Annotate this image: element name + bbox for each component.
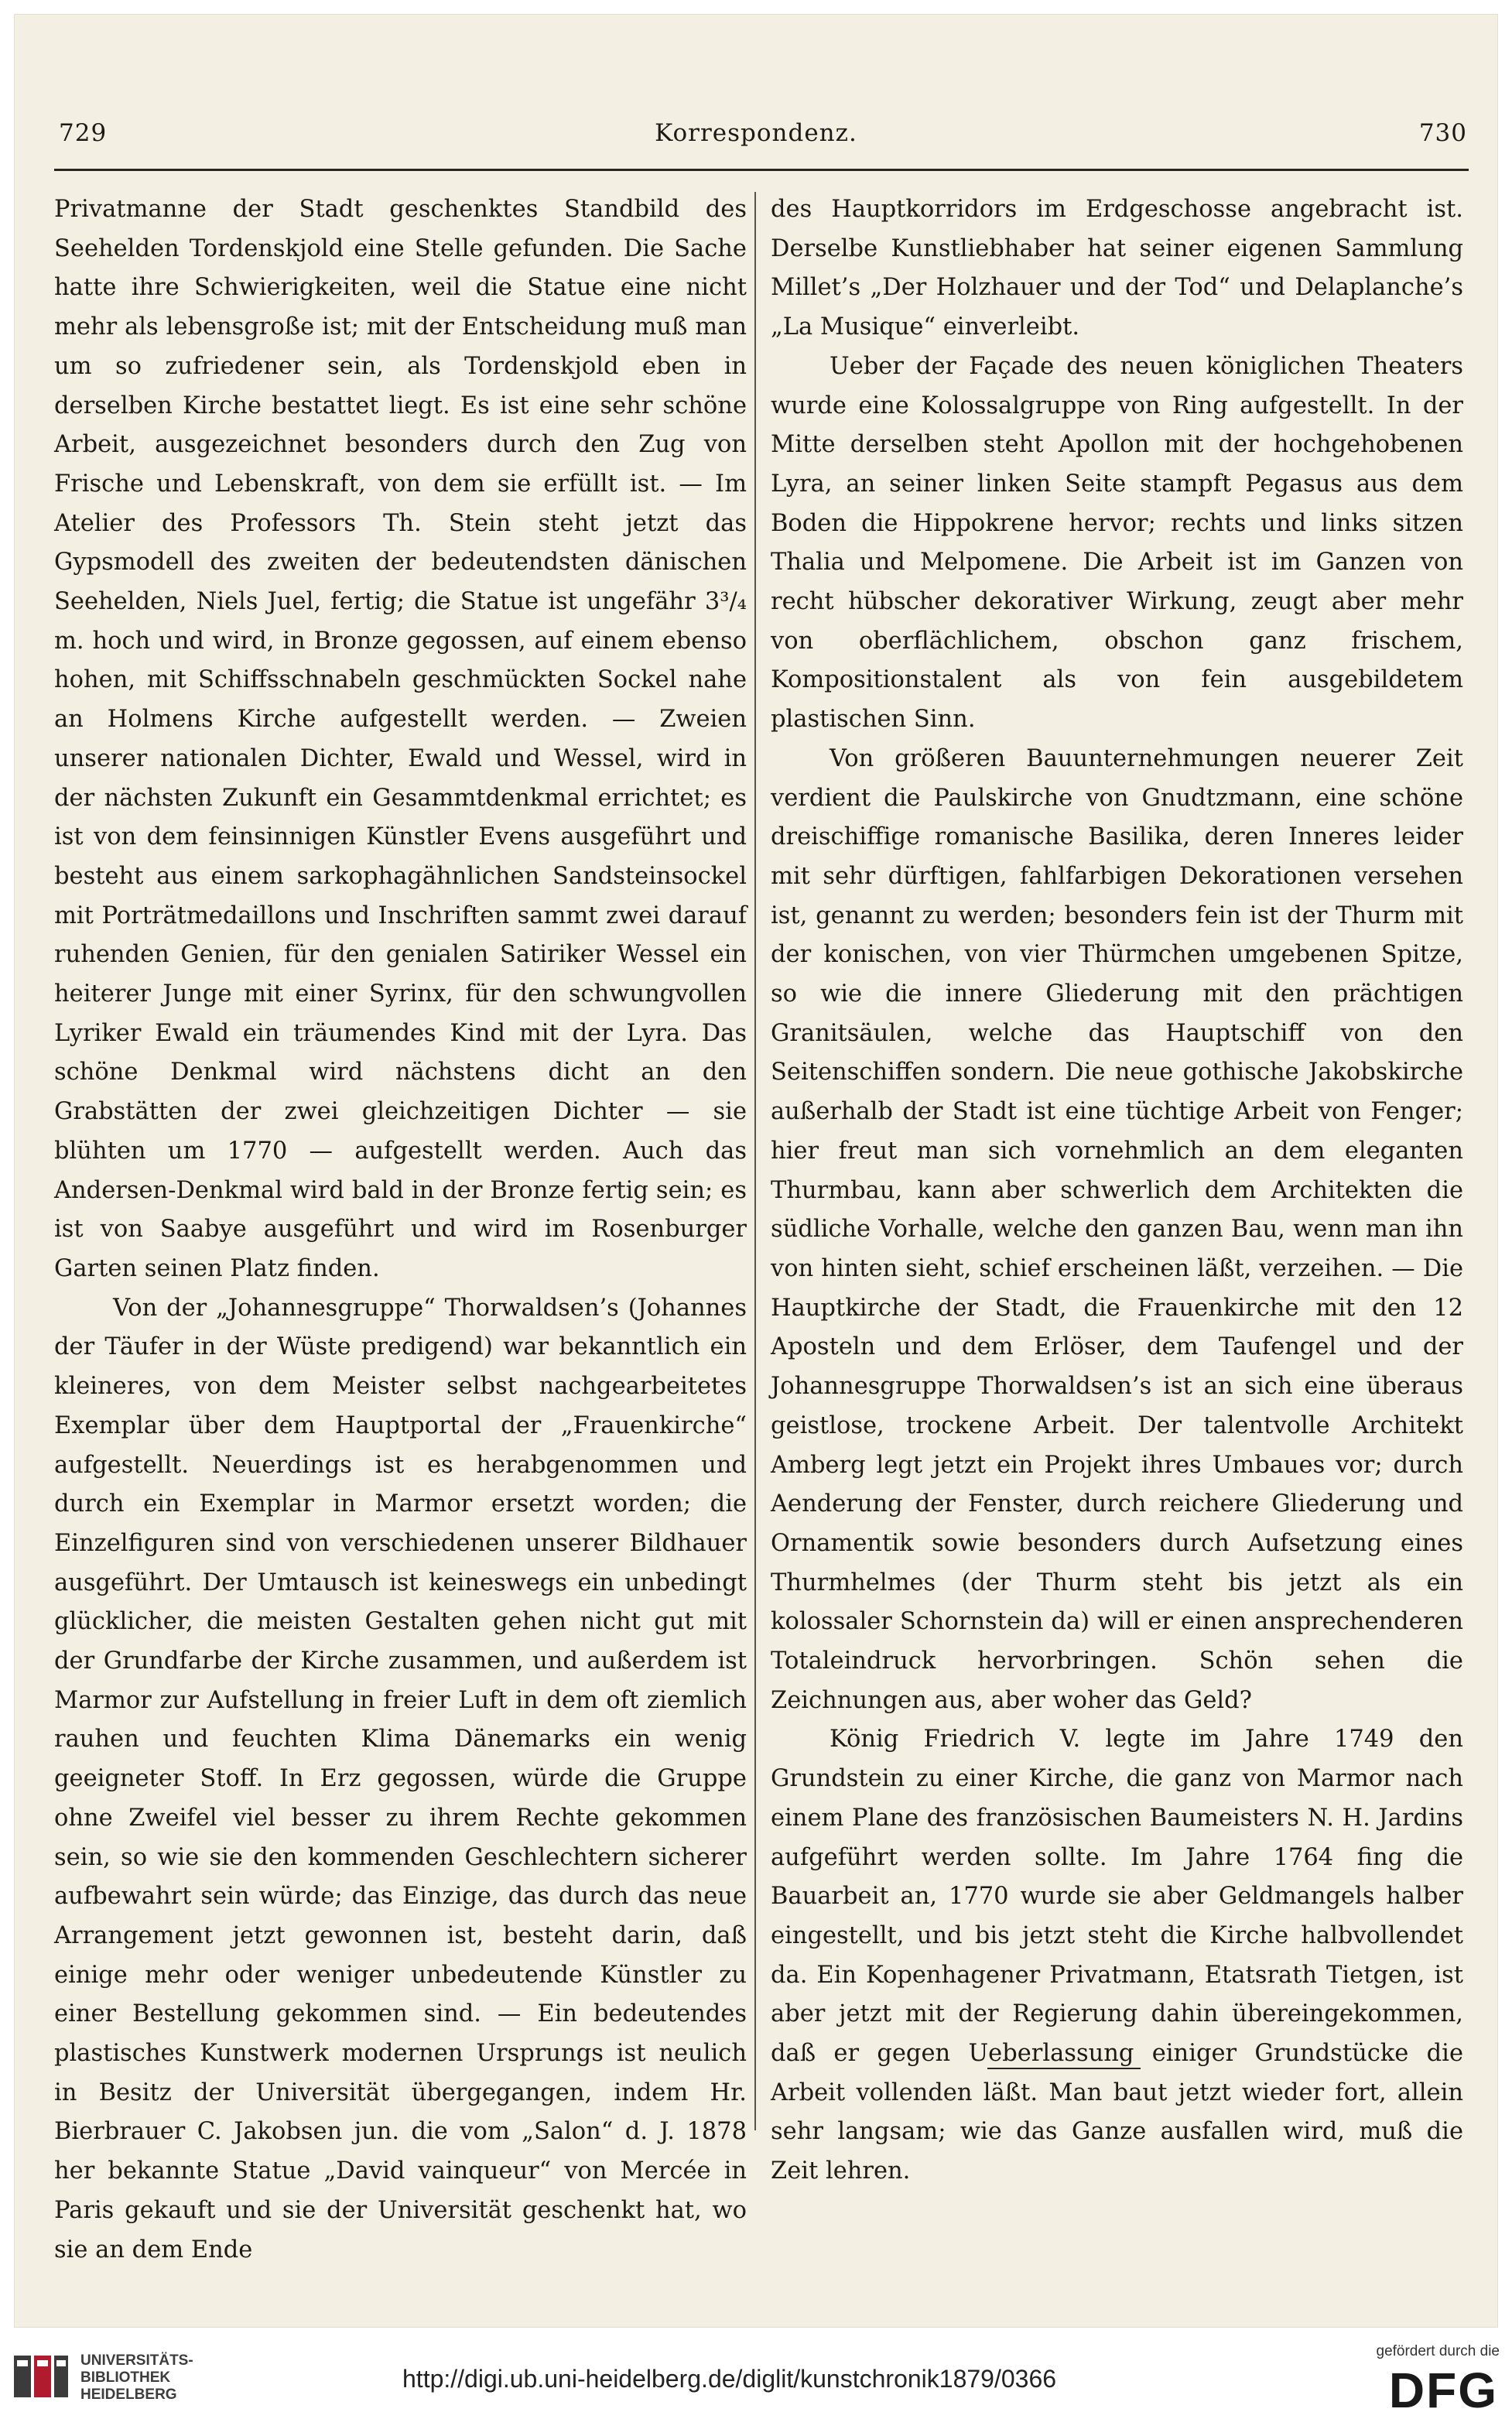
page-number-right: 730 <box>1418 119 1467 147</box>
paragraph: König Friedrich V. legte im Jahre 1749 den Grundstein zu einer Kirche, die ganz von Marmor nach einem Plane des französischen Baumeisters N. H. Jardins aufgeführt werden sollte. Im Jahre 1764 fing die Bauarbeit an, 1770 wurde sie aber Geldmangels halber eingestellt, und bis jetzt steht die Kirche halbvollendet da. Ein Kopenhagener Privatmann, Etatsrath Tietgen, ist aber jetzt mit der Regierung dahin übereingekommen, daß er gegen Ueberlassung einiger Grundstücke die Arbeit vollenden läßt. Man baut jetzt wieder fort, allein sehr langsam; wie das Ganze ausfallen wird, muß die Zeit lehren. <box>771 1726 1463 2185</box>
column-divider <box>754 192 756 2130</box>
library-name-line: UNIVERSITÄTS- <box>80 2352 193 2369</box>
right-column <box>771 190 1463 2191</box>
paragraph: Ueber der Façade des neuen königlichen Theaters wurde eine Kolossalgruppe von Ring aufgestellt. In der Mitte derselben steht Apollon mit der hochgehobenen Lyra, an seiner linken Seite stampft Pegasus aus dem Boden die Hippokrene hervor; rechts und links sitzen Thalia und Melpomene. Die Arbeit ist im Ganzen von recht hübscher dekorativer Wirkung, zeugt aber mehr von oberflächlichem, obschon ganz frischem, Kompositionstalent als von fein ausgebildetem plastischen Sinn. <box>771 352 1463 734</box>
paragraph: Von größeren Bauunternehmungen neuerer Zeit verdient die Paulskirche von Gnudtzmann, eine schöne dreischiffige romanische Basilika, deren Inneres leider mit sehr dürftigen, fahlfarbigen Dekorationen versehen ist, genannt zu werden; besonders fein ist der Thurm mit der konischen, von vier Thürmchen umgebenen Spitze, so wie die innere Gliederung mit den prächtigen Granitsäulen, welche das Hauptschiff von den Seitenschiffen sondern. Die neue gothische Jakobskirche außerhalb der Stadt ist eine tüchtige Arbeit von Fenger; hier freut man sich vornehmlich an dem eleganten Thurmbau, kann aber schwerlich dem Architekten die südliche Vorhalle, welche den ganzen Bau, wenn man ihn von hinten sieht, schief erscheinen läßt, verzeihen. — Die Hauptkirche der Stadt, die Frauenkirche mit den 12 Aposteln und dem Erlöser, dem Taufengel und der Johannesgruppe Thorwaldsen’s ist an sich eine überaus geistlose, trockene Arbeit. Der talentvolle Architekt Amberg legt jetzt ein Projekt ihres Umbaues vor; durch Aenderung der Fenster, durch reichere Gliederung und Ornamentik sowie besonders durch Aufsetzung eines Thurmhelmes (der Thurm steht bis jetzt als ein kolossaler Schornstein da) will er einen ansprechenderen Totaleindruck hervorbringen. Schön sehen die Zeichnungen aus, aber woher das Geld? <box>771 744 1463 1714</box>
library-name <box>80 2352 193 2404</box>
footer-bar <box>0 2328 1512 2419</box>
paragraph: Privatmanne der Stadt geschenktes Standbild des Seehelden Tordenskjold eine Stelle gefunden. Die Sache hatte ihre Schwierigkeiten, weil die Statue eine nicht mehr als lebensgroße ist; mit der Entscheidung muß man um so zufriedener sein, als Tordenskjold eben in derselben Kirche bestattet liegt. Es ist eine sehr schöne Arbeit, ausgezeichnet besonders durch den Zug von Frische und Lebenskraft, von dem sie erfüllt ist. — Im Atelier des Professors Th. Stein steht jetzt das Gypsmodell des zweiten der bedeutendsten dänischen Seehelden, Niels Juel, fertig; die Statue ist ungefähr 3³/₄ m. hoch und wird, in Bronze gegossen, auf einem ebenso hohen, mit Schiffsschnabeln geschmückten Sockel nahe an Holmens Kirche aufgestellt werden. — Zweien unserer nationalen Dichter, Ewald und Wessel, wird in der nächsten Zukunft ein Gesammtdenkmal errichtet; es ist von dem feinsinnigen Künstler Evens ausgeführt und besteht aus einem sarkophagähnlichen Sandsteinsockel mit Porträtmedaillons und Inschriften sammt zwei darauf ruhenden Genien, für den genialen Satiriker Wessel ein heiterer Junge mit einer Syrinx, für den schwungvollen Lyriker Ewald ein träumendes Kind mit der Lyra. Das schöne Denkmal wird nächstens dicht an den Grabstätten der zwei gleichzeitigen Dichter — sie blühten um 1770 — aufgestellt werden. Auch das Andersen-Denkmal wird bald in der Bronze fertig sein; es ist von Saabye ausgeführt und wird im Rosenburger Garten seinen Platz finden. <box>54 196 747 1282</box>
left-column <box>54 190 747 2270</box>
dfg-logo: DFG <box>1388 2363 1498 2418</box>
page-number-left: 729 <box>59 119 108 147</box>
university-library-logo-icon <box>11 2351 71 2402</box>
header-rule <box>54 169 1469 171</box>
end-rule <box>987 2068 1141 2069</box>
running-title: Korrespondenz. <box>655 119 857 147</box>
scanned-page <box>14 14 1498 2328</box>
paragraph: des Hauptkorridors im Erdgeschosse angebracht ist. Derselbe Kunstliebhaber hat seiner eigenen Sammlung Millet’s „Der Holzhauer und der Tod“ und Delaplanche’s „La Musique“ einverleibt. <box>771 196 1463 341</box>
library-name-line: BIBLIOTHEK <box>80 2369 171 2386</box>
sponsor-label: gefördert durch die <box>1376 2343 1500 2359</box>
source-url-link[interactable]: http://digi.ub.uni-heidelberg.de/diglit/kunstchronik1879/0366 <box>402 2365 1057 2393</box>
paragraph: Von der „Johannesgruppe“ Thorwaldsen’s (Johannes der Täufer in der Wüste predigend) war bekanntlich ein kleineres, von dem Meister selbst nachgearbeitetes Exemplar über dem Hauptportal der „Frauenkirche“ aufgestellt. Neuerdings ist es herabgenommen und durch ein Exemplar in Marmor ersetzt worden; die Einzelfiguren sind von verschiedenen unserer Bildhauer ausgeführt. Der Umtausch ist keineswegs ein unbedingt glücklicher, die meisten Gestalten gehen nicht gut mit der Grundfarbe der Kirche zusammen, und außerdem ist Marmor zur Aufstellung in freier Luft in dem oft ziemlich rauhen und feuchten Klima Dänemarks ein wenig geeigneter Stoff. In Erz gegossen, würde die Gruppe ohne Zweifel viel besser zu ihrem Rechte gekommen sein, so wie sie den kommenden Geschlechtern sicherer aufbewahrt sein würde; das Einzige, das durch das neue Arrangement jetzt gewonnen ist, besteht darin, daß einige mehr oder weniger unbedeutende Künstler zu einer Bestellung gekommen sind. — Ein bedeutendes plastisches Kunstwerk modernen Ursprungs ist neulich in Besitz der Universität übergegangen, indem Hr. Bierbrauer C. Jakobsen jun. die vom „Salon“ d. J. 1878 her bekannte Statue „David vainqueur“ von Mercée in Paris gekauft und sie der Universität geschenkt hat, wo sie an dem Ende <box>54 1294 747 2263</box>
library-name-line: HEIDELBERG <box>80 2386 177 2403</box>
